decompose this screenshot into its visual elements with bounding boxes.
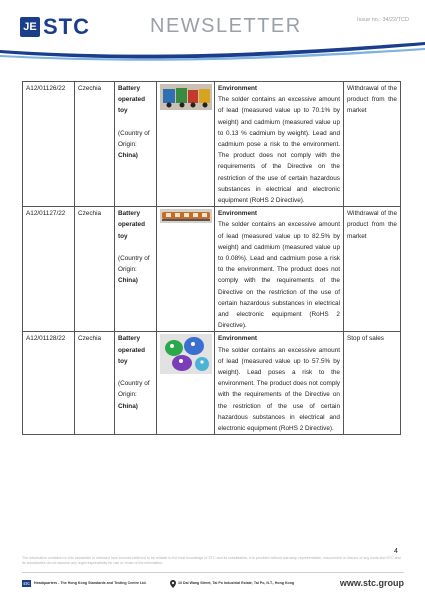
product-line: toy xyxy=(118,107,128,115)
product-line: toy xyxy=(118,232,128,240)
origin-line: China) xyxy=(118,277,138,285)
risk-cell xyxy=(215,82,344,207)
product-line: Battery xyxy=(118,210,141,218)
product-line: operated xyxy=(118,96,145,104)
origin-line: (Country of xyxy=(118,129,150,137)
newsletter-header xyxy=(0,0,425,60)
product-image-cell xyxy=(157,207,215,332)
table-row xyxy=(23,332,401,435)
page-footer xyxy=(22,578,404,590)
table-row xyxy=(23,82,401,207)
footer-divider xyxy=(22,572,404,573)
risk-description: The solder contains an excessive amount of lead (measured value up to 70.1% by weight) and cadmium (measured value up to 0.13 % cadmium by weight). Lead and cadmium pose a risk to the environment. The product does not comply with the requirements of the Directive on the restriction of the use of certain hazardous substances in electrical and electronic equipment (RoHS 2 Directive). xyxy=(218,96,340,205)
toy-car-photo-icon xyxy=(160,84,212,110)
issue-number: Issue no.: 34/22/TCD xyxy=(357,17,409,23)
location-pin-icon xyxy=(170,580,176,588)
origin-line: (Country of xyxy=(118,255,150,263)
measures-taken: Withdrawal of the product from the market xyxy=(344,82,401,207)
product-line: operated xyxy=(118,346,145,354)
alert-number: A12/01128/22 xyxy=(23,332,75,435)
risk-type: Environment xyxy=(218,85,258,92)
address-text: 10 Dai Wang Street, Tai Po Industrial Estate, Tai Po, N.T., Hong Kong xyxy=(178,581,295,585)
risk-type: Environment xyxy=(218,335,258,343)
product-image-cell xyxy=(157,82,215,207)
origin-line: Origin: xyxy=(118,266,137,274)
product-line: Battery xyxy=(118,335,141,343)
disclaimer-text: The information contained in this newsletter is obtained from sources believed to be reliable to the best knowledge of STC and its subsidiaries. It is provided without warranty, representation, inducement or licence of any kinds and STC and its subsidiaries do not assume any legal responsibility for use or reuse of the information. xyxy=(22,556,401,565)
website-link[interactable]: www.stc.group xyxy=(339,578,404,588)
product-line: operated xyxy=(118,221,145,229)
origin-line: China) xyxy=(118,152,138,160)
measures-taken: Stop of sales xyxy=(344,332,401,435)
notifying-country: Czechia xyxy=(75,207,115,332)
stc-logo xyxy=(20,14,90,39)
table-row xyxy=(23,207,401,332)
measures-taken: Withdrawal of the product from the market xyxy=(344,207,401,332)
product-cell xyxy=(115,207,157,332)
origin-line: China) xyxy=(118,402,138,410)
origin-line: Origin: xyxy=(118,391,137,399)
footer-logo-icon: STC xyxy=(23,581,30,586)
page-number: 4 xyxy=(394,548,398,555)
newsletter-title: NEWSLETTER xyxy=(150,15,302,37)
toy-robots-photo-icon xyxy=(160,334,212,374)
recall-table xyxy=(22,81,401,435)
notifying-country: Czechia xyxy=(75,82,115,207)
risk-description: The solder contains an excessive amount of lead (measured value up to 82.5% by weight) and cadmium (measured value up to 0.08%). Lead and cadmium pose a risk to the environment. The product does not comply with the requirements of the Directive on the restriction of the use of certain hazardous substances in electrical and electronic equipment (RoHS 2 Directive). xyxy=(218,221,340,330)
product-line: Battery xyxy=(118,85,141,92)
header-swoosh-icon xyxy=(0,38,425,62)
headquarters-text: Headquarters - The Hong Kong Standards and Testing Centre Ltd. xyxy=(34,581,147,585)
product-cell xyxy=(115,332,157,435)
risk-cell xyxy=(215,332,344,435)
toy-train-photo-icon xyxy=(160,209,212,223)
origin-line: Origin: xyxy=(118,141,137,148)
risk-type: Environment xyxy=(218,210,258,218)
alert-number: A12/01127/22 xyxy=(23,207,75,332)
product-cell xyxy=(115,82,157,207)
product-image-cell xyxy=(157,332,215,435)
product-line: toy xyxy=(118,357,128,365)
stc-logo-mark-icon: JE xyxy=(20,17,40,37)
notifying-country: Czechia xyxy=(75,332,115,435)
risk-cell xyxy=(215,207,344,332)
risk-description: The solder contains an excessive amount of lead (measured value up to 57.5% by weight). Lead poses a risk to the environment. The product does not comply with the requirements of the Directive on the restriction of the use of certain hazardous substances in electrical and electronic equipment (RoHS 2 Directive). xyxy=(218,346,340,433)
stc-logo-text: STC xyxy=(43,14,90,39)
origin-line: (Country of xyxy=(118,380,150,388)
alert-number: A12/01126/22 xyxy=(23,82,75,207)
